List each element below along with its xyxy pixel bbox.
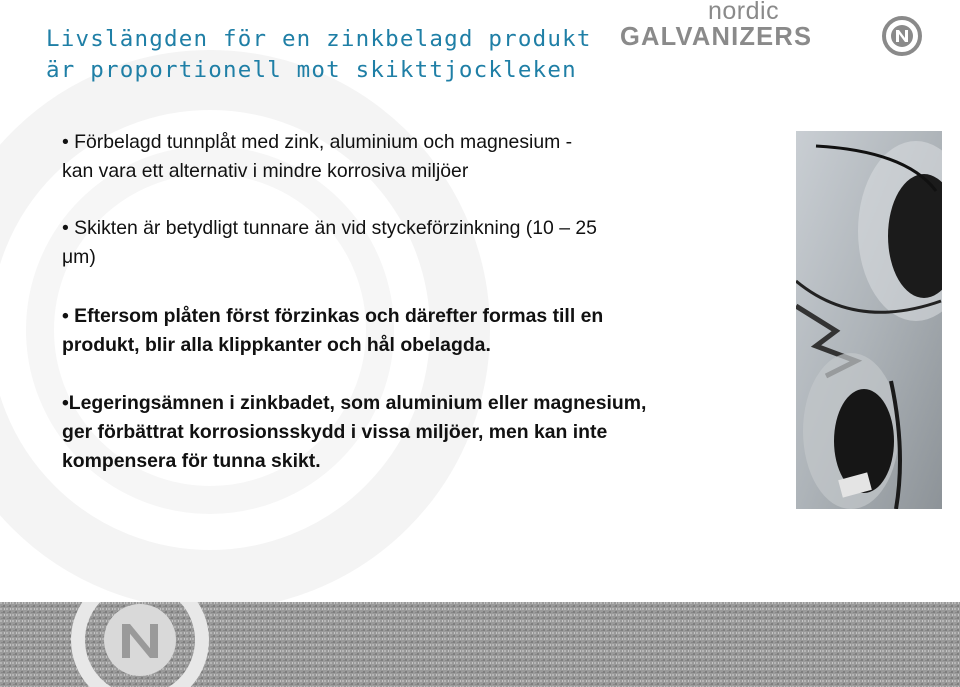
bullet-line: kompensera för tunna skikt. — [62, 450, 321, 472]
footer-band — [0, 602, 960, 687]
bullet-line: produkt, blir alla klippkanter och hål obelagda. — [62, 334, 491, 356]
company-logo — [620, 0, 930, 60]
steel-coil-photo — [796, 131, 942, 509]
bullet-item — [62, 389, 646, 476]
bullet-item — [62, 214, 597, 272]
title-line-1: Livslängden för en zinkbelagd produkt — [46, 26, 592, 52]
bullet-line: ger förbättrat korrosionsskydd i vissa miljöer, men kan inte — [62, 421, 608, 443]
title-line-2: är proportionell mot skikttjockleken — [46, 57, 577, 83]
logo-galvanizers-text: GALVANIZERS — [620, 23, 813, 51]
ng-badge-icon — [882, 16, 922, 56]
bullet-line: •Legeringsämnen i zinkbadet, som aluminium eller magnesium, — [62, 392, 647, 414]
bullet-line: μm) — [62, 246, 96, 268]
bullet-line: kan vara ett alternativ i mindre korrosiva miljöer — [62, 160, 469, 182]
bullet-line: • Förbelagd tunnplåt med zink, aluminium och magnesium - — [62, 131, 573, 153]
bullet-line: • Eftersom plåten först förzinkas och därefter formas till en — [62, 305, 604, 327]
bullet-item — [62, 128, 572, 186]
logo-nordic-text: nordic — [708, 0, 780, 25]
bullet-item — [62, 302, 603, 360]
page-title — [46, 24, 646, 86]
bullet-line: • Skikten är betydligt tunnare än vid styckeförzinkning (10 – 25 — [62, 217, 597, 239]
